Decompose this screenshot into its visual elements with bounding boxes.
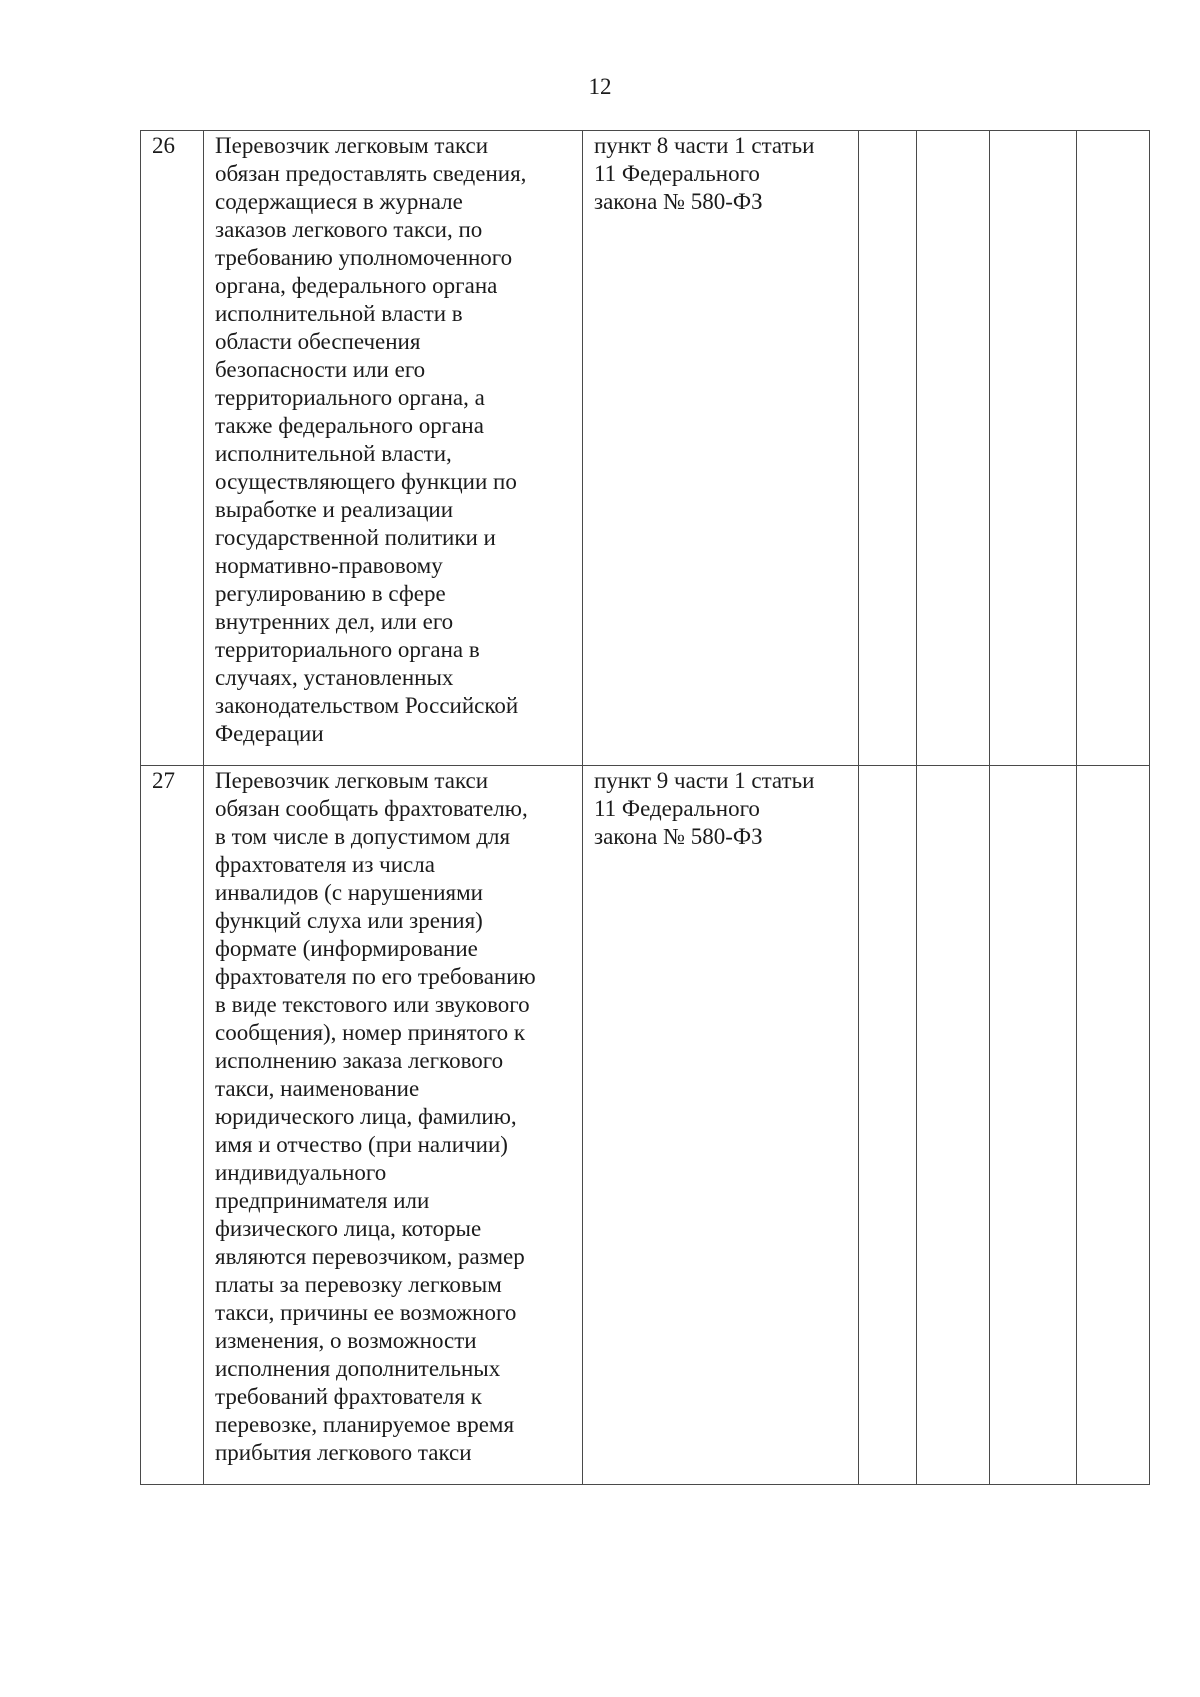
legal-reference: пункт 9 части 1 статьи 11 Федерального закона № 580-ФЗ <box>583 766 859 1485</box>
empty-cell <box>859 131 917 766</box>
empty-cell <box>1077 766 1150 1485</box>
table-row <box>141 766 1150 1485</box>
legal-reference: пункт 8 части 1 статьи 11 Федерального закона № 580-ФЗ <box>583 131 859 766</box>
page-number: 12 <box>588 74 612 99</box>
requirement-text: Перевозчик легковым такси обязан сообщать фрахтователю, в том числе в допустимом для фрахтователя из числа инвалидов (с нарушениями функций слуха или зрения) формате (информирование фрахтователя по его требованию в виде текстового или звукового сообщения), номер принятого к исполнению заказа легкового такси, наименование юридического лица, фамилию, имя и отчество (при наличии) индивидуального предпринимателя или физического лица, которые являются перевозчиком, размер платы за перевозку легковым такси, причины ее возможного изменения, о возможности исполнения дополнительных требований фрахтователя к перевозке, планируемое время прибытия легкового такси <box>204 766 583 1485</box>
empty-cell <box>917 766 990 1485</box>
requirement-text: Перевозчик легковым такси обязан предоставлять сведения, содержащиеся в журнале заказов легкового такси, по требованию уполномоченного органа, федерального органа исполнительной власти в области обеспечения безопасности или его территориального органа, а также федерального органа исполнительной власти, осуществляющего функции по выработке и реализации государственной политики и нормативно-правовому регулированию в сфере внутренних дел, или его территориального органа в случаях, установленных законодательством Российской Федерации <box>204 131 583 766</box>
empty-cell <box>1077 131 1150 766</box>
empty-cell <box>917 131 990 766</box>
table-row <box>141 131 1150 766</box>
row-number: 27 <box>141 766 204 1485</box>
empty-cell <box>859 766 917 1485</box>
row-number: 26 <box>141 131 204 766</box>
empty-cell <box>990 766 1077 1485</box>
empty-cell <box>990 131 1077 766</box>
checklist-table <box>140 130 1150 1485</box>
